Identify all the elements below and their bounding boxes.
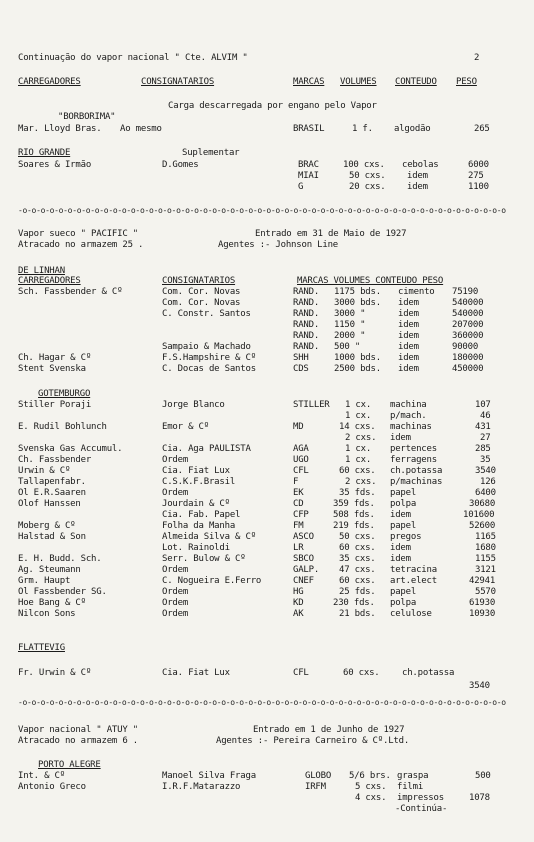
weight: 75190 — [452, 287, 479, 297]
consignee: C.S.K.F.Brasil — [162, 477, 236, 487]
volume: 60 cxs. — [339, 543, 376, 553]
cargo-row — [0, 400, 534, 411]
mark: CD — [293, 499, 304, 509]
cargo-row — [0, 782, 534, 793]
volume: 5/6 brs. — [349, 771, 391, 781]
carrier: Antonio Greco — [18, 782, 86, 792]
content: ferragens — [390, 455, 437, 465]
content: papel — [390, 587, 417, 597]
content: idem — [390, 554, 411, 564]
misdelivery-note — [0, 101, 534, 112]
carrier: Ag. Steumann — [18, 565, 81, 575]
consignee: Ordem — [162, 565, 189, 575]
mark: BRAC — [298, 160, 319, 170]
volume: 60 cxs. — [339, 576, 376, 586]
document-title: Continuação do vapor nacional " Cte. ALVIM " — [18, 53, 248, 63]
divider: -o-o-o-o-o-o-o-o-o-o-o-o-o-o-o-o-o-o-o-o-o-o-o-o-o-o-o-o-o-o-o-o-o-o-o-o-o-o-o-o-o-o-o-o-o-o-o-o-o-o-o-o-o-o — [18, 206, 506, 215]
cargo-row — [0, 342, 534, 353]
volume: 20 cxs. — [349, 182, 386, 192]
weight: 431 — [475, 422, 491, 432]
mark: FM — [293, 521, 304, 531]
col-volumes: VOLUMES — [340, 77, 377, 87]
col-marks: MARCAS — [293, 77, 325, 87]
cargo-row — [0, 171, 534, 182]
volume: 60 cxs. — [339, 466, 376, 476]
content: celulose — [390, 609, 432, 619]
cargo-row — [0, 455, 534, 466]
voyage-line — [0, 736, 534, 747]
volume: 25 fds. — [339, 587, 376, 597]
column-headers — [0, 77, 534, 88]
note-text: Carga descarregada por engano pelo Vapor — [168, 101, 377, 111]
content: idem — [398, 331, 419, 341]
carrier: Olof Hanssen — [18, 499, 81, 509]
cargo-row — [0, 499, 534, 510]
volume: 1 cx. — [345, 455, 372, 465]
weight: 1680 — [475, 543, 496, 553]
weight: 42941 — [469, 576, 496, 586]
cargo-row — [0, 598, 534, 609]
consignee: C. Nogueira E.Ferro — [162, 576, 262, 586]
content: idem — [398, 353, 419, 363]
content: ch.potassa — [390, 466, 443, 476]
weight: 10930 — [469, 609, 496, 619]
cargo-row — [0, 411, 534, 422]
consignee: D.Gomes — [162, 160, 199, 170]
cargo-row — [0, 466, 534, 477]
mark: LR — [293, 543, 304, 553]
mark: GLOBO — [305, 771, 332, 781]
weight: 3121 — [475, 565, 496, 575]
mark: G — [298, 182, 304, 192]
vessel-borborima — [0, 112, 534, 123]
consignee: Almeida Silva & Cº — [162, 532, 256, 542]
mark: CFP — [293, 510, 309, 520]
cargo-row — [0, 320, 534, 331]
voyage-line — [0, 725, 534, 736]
content: pertences — [390, 444, 437, 454]
content: graspa — [397, 771, 429, 781]
consignee: I.R.F.Matarazzo — [162, 782, 241, 792]
entry-date: Entrado em 1 de Junho de 1927 — [253, 725, 405, 735]
weight: 30680 — [469, 499, 496, 509]
carrier: Ol Fassbender SG. — [18, 587, 107, 597]
cargo-row — [0, 444, 534, 455]
volume: 4 cxs. — [355, 793, 387, 803]
mark: MIAI — [298, 171, 319, 181]
cargo-row — [0, 124, 534, 135]
carrier: Tallapenfabr. — [18, 477, 86, 487]
consignee: Com. Cor. Novas — [162, 298, 241, 308]
consignee: Ordem — [162, 488, 189, 498]
continues-label: -Continúa- — [395, 804, 448, 814]
weight: 1155 — [475, 554, 496, 564]
carrier: Urwin & Cº — [18, 466, 71, 476]
volume: 1 cx. — [345, 444, 372, 454]
content: idem — [398, 364, 419, 374]
volume: 359 fds. — [333, 499, 375, 509]
carrier: Svenska Gas Accumul. — [18, 444, 123, 454]
consignee: Ordem — [162, 598, 189, 608]
content: art.elect — [390, 576, 437, 586]
volume: 50 cxs. — [339, 532, 376, 542]
mark: MD — [293, 422, 304, 432]
volume: 1000 bds. — [334, 353, 381, 363]
mark: RAND. — [293, 342, 320, 352]
weight: 126 — [480, 477, 496, 487]
weight: 540000 — [452, 309, 484, 319]
weight: 450000 — [452, 364, 484, 374]
mark: RAND. — [293, 331, 320, 341]
cargo-row — [0, 793, 534, 804]
content: idem — [398, 309, 419, 319]
consignee: Cia. Aga PAULISTA — [162, 444, 251, 454]
carrier: Halstad & Son — [18, 532, 86, 542]
port-line — [0, 148, 534, 159]
cargo-row — [0, 422, 534, 433]
col-carriers: CARREGADORES — [18, 77, 81, 87]
section-port — [0, 760, 534, 771]
consignee: Cia. Fiat Lux — [162, 466, 230, 476]
mark: HG — [293, 587, 304, 597]
weight: 500 — [475, 771, 491, 781]
consignee: Jourdain & Cº — [162, 499, 230, 509]
content: polpa — [390, 598, 417, 608]
volume: 35 fds. — [339, 488, 376, 498]
cargo-row — [0, 587, 534, 598]
vessel-name: Vapor sueco " PACIFIC " — [18, 229, 139, 239]
cargo-row — [0, 576, 534, 587]
volume: 2 cxs. — [345, 477, 377, 487]
weight: 285 — [475, 444, 491, 454]
carrier: Nilcon Sons — [18, 609, 76, 619]
mark: EK — [293, 488, 304, 498]
weight: 35 — [480, 455, 491, 465]
content: impressos — [397, 793, 444, 803]
weight: 52600 — [469, 521, 496, 531]
carrier: Stent Svenska — [18, 364, 86, 374]
content: ch.potassa — [402, 668, 455, 678]
cargo-row — [0, 565, 534, 576]
col-contents: CONTEUDO — [395, 77, 437, 87]
vessel-name: Vapor nacional " ATUY " — [18, 725, 139, 735]
cargo-row — [0, 433, 534, 444]
cargo-row — [0, 160, 534, 171]
content: pregos — [390, 532, 422, 542]
mark: ASCO — [293, 532, 314, 542]
consignee: Manoel Silva Fraga — [162, 771, 256, 781]
cargo-row — [0, 364, 534, 375]
mark: RAND. — [293, 287, 320, 297]
carrier: Int. & Cº — [18, 771, 65, 781]
carrier: Fr. Urwin & Cº — [18, 668, 92, 678]
mark: F — [293, 477, 299, 487]
weight: 46 — [480, 411, 491, 421]
volume: 500 " — [334, 342, 361, 352]
consignee: Serr. Bulow & Cº — [162, 554, 246, 564]
volume: 508 fds. — [333, 510, 375, 520]
warehouse: Atracado no armazem 25 . — [18, 240, 144, 250]
consignee: Folha da Manha — [162, 521, 236, 531]
consignee: Sampaio & Machado — [162, 342, 251, 352]
cargo-row — [0, 510, 534, 521]
content: idem — [390, 433, 411, 443]
col-carriers: CARREGADORES — [18, 276, 81, 286]
weight: 180000 — [452, 353, 484, 363]
weight: 360000 — [452, 331, 484, 341]
consignee: Cia. Fiat Lux — [162, 668, 230, 678]
cargo-row — [0, 353, 534, 364]
weight: 275 — [468, 171, 484, 181]
cargo-row — [0, 298, 534, 309]
volume: 230 fds. — [333, 598, 375, 608]
volume: 1 cx. — [345, 411, 372, 421]
cargo-row — [0, 477, 534, 488]
weight: 5570 — [475, 587, 496, 597]
volume: 5 cxs. — [355, 782, 387, 792]
content: idem — [398, 342, 419, 352]
volume: 2 cxs. — [345, 433, 377, 443]
mark: KD — [293, 598, 304, 608]
content: p/mach. — [390, 411, 427, 421]
voyage-line — [0, 240, 534, 251]
content: idem — [398, 320, 419, 330]
volume: 3000 " — [334, 309, 366, 319]
agents: Agentes :- Pereira Carneiro & Cº.Ltd. — [216, 736, 410, 746]
cargo-row — [0, 331, 534, 342]
weight: 3540 — [475, 466, 496, 476]
column-headers — [0, 276, 534, 287]
weight: 6000 — [468, 160, 489, 170]
port-name: FLATTEVIG — [18, 643, 65, 653]
mark: CFL — [293, 668, 309, 678]
carrier: Soares & Irmão — [18, 160, 92, 170]
carrier: Grm. Haupt — [18, 576, 71, 586]
weight: 1100 — [468, 182, 489, 192]
content: cimento — [398, 287, 435, 297]
mark: BRASIL — [293, 124, 325, 134]
carrier: Ch. Hagar & Cº — [18, 353, 92, 363]
weight: 90000 — [452, 342, 479, 352]
consignee: Ordem — [162, 455, 189, 465]
entry-date: Entrado em 31 de Maio de 1927 — [255, 229, 407, 239]
consignee: Com. Cor. Novas — [162, 287, 241, 297]
cargo-row — [0, 532, 534, 543]
consignee: Ordem — [162, 609, 189, 619]
consignee: Ao mesmo — [120, 124, 162, 134]
consignee: F.S.Hampshire & Cº — [162, 353, 256, 363]
volume: 21 bds. — [339, 609, 376, 619]
content: papel — [390, 488, 417, 498]
mark: RAND. — [293, 309, 320, 319]
consignee: Ordem — [162, 587, 189, 597]
volume: 3000 bds. — [334, 298, 381, 308]
carrier: E. H. Budd. Sch. — [18, 554, 102, 564]
mark: STILLER — [293, 400, 330, 410]
volume: 60 cxs. — [343, 668, 380, 678]
content: papel — [390, 521, 417, 531]
page-number: 2 — [474, 53, 480, 63]
weight: 6400 — [475, 488, 496, 498]
cargo-row — [0, 287, 534, 298]
cargo-row — [0, 521, 534, 532]
volume: 47 cxs. — [339, 565, 376, 575]
mark: UGO — [293, 455, 309, 465]
mark: AGA — [293, 444, 309, 454]
cargo-row — [0, 554, 534, 565]
mark: AK — [293, 609, 304, 619]
col-consignees: CONSIGNATARIOS — [162, 276, 236, 286]
voyage-line — [0, 229, 534, 240]
volume: 1 cx. — [345, 400, 372, 410]
content: cebolas — [402, 160, 439, 170]
consignee: C. Docas de Santos — [162, 364, 256, 374]
volume: 100 cxs. — [343, 160, 385, 170]
weight: 540000 — [452, 298, 484, 308]
carrier: Sch. Fassbender & Cº — [18, 287, 123, 297]
mark: RAND. — [293, 320, 320, 330]
mark: GALP. — [293, 565, 320, 575]
port-name: PORTO ALEGRE — [38, 760, 101, 770]
weight: 107 — [475, 400, 491, 410]
consignee: C. Constr. Santos — [162, 309, 251, 319]
weight: 207000 — [452, 320, 484, 330]
port-name: RIO GRANDE — [18, 148, 71, 158]
port-name: DE LINHAN — [18, 266, 65, 276]
cargo-row — [0, 182, 534, 193]
volume: 1150 " — [334, 320, 366, 330]
consignee: Emor & Cº — [162, 422, 209, 432]
cargo-row — [0, 668, 534, 679]
mark: CDS — [293, 364, 309, 374]
content: filmi — [397, 782, 424, 792]
volume: 2500 bds. — [334, 364, 381, 374]
col-consignees: CONSIGNATARIOS — [141, 77, 215, 87]
mark: RAND. — [293, 298, 320, 308]
port-name: GOTEMBURGO — [38, 389, 91, 399]
volume: 2000 " — [334, 331, 366, 341]
volume: 35 cxs. — [339, 554, 376, 564]
section-port — [0, 389, 534, 400]
consignee: Jorge Blanco — [162, 400, 225, 410]
volume: 50 cxs. — [349, 171, 386, 181]
continues-line — [0, 804, 534, 815]
supplement-label: Suplementar — [182, 148, 240, 158]
content: idem — [407, 171, 428, 181]
agents: Agentes :- Johnson Line — [218, 240, 339, 250]
mark: CFL — [293, 466, 309, 476]
col-rest: MARCAS VOLUMES CONTEUDO PESO — [297, 276, 444, 286]
weight: 1078 — [469, 793, 490, 803]
content: idem — [407, 182, 428, 192]
content: polpa — [390, 499, 417, 509]
header-line — [0, 53, 534, 64]
content: tetracina — [390, 565, 437, 575]
cargo-row — [0, 681, 534, 692]
cargo-row — [0, 771, 534, 782]
mark: SHH — [293, 353, 309, 363]
weight: 3540 — [469, 681, 490, 691]
content: machinas — [390, 422, 432, 432]
content: machina — [390, 400, 427, 410]
weight: 101600 — [463, 510, 495, 520]
carrier: Hoe Bang & Cº — [18, 598, 86, 608]
weight: 27 — [480, 433, 491, 443]
content: algodão — [394, 124, 431, 134]
weight: 1165 — [475, 532, 496, 542]
carrier: E. Rudil Bohlunch — [18, 422, 107, 432]
mark: SBCO — [293, 554, 314, 564]
carrier: Ol E.R.Saaren — [18, 488, 86, 498]
weight: 61930 — [469, 598, 496, 608]
cargo-row — [0, 488, 534, 499]
weight: 265 — [474, 124, 490, 134]
col-weight: PESO — [456, 77, 477, 87]
cargo-row — [0, 543, 534, 554]
consignee: Cia. Fab. Papel — [162, 510, 241, 520]
section-port — [0, 643, 534, 654]
cargo-row — [0, 609, 534, 620]
carrier: Moberg & Cº — [18, 521, 76, 531]
carrier: Mar. Lloyd Bras. — [18, 124, 102, 134]
volume: 14 cxs. — [339, 422, 376, 432]
consignee: Lot. Rainoldi — [162, 543, 230, 553]
carrier: Ch. Fassbender — [18, 455, 92, 465]
content: idem — [390, 543, 411, 553]
volume: 1175 bds. — [334, 287, 381, 297]
mark: CNEF — [293, 576, 314, 586]
warehouse: Atracado no armazem 6 . — [18, 736, 139, 746]
content: idem — [398, 298, 419, 308]
cargo-row — [0, 309, 534, 320]
content: idem — [390, 510, 411, 520]
divider: -o-o-o-o-o-o-o-o-o-o-o-o-o-o-o-o-o-o-o-o-o-o-o-o-o-o-o-o-o-o-o-o-o-o-o-o-o-o-o-o-o-o-o-o-o-o-o-o-o-o-o-o-o-o — [18, 698, 506, 707]
mark: IRFM — [305, 782, 326, 792]
carrier: Stiller Poraji — [18, 400, 92, 410]
volume: 1 f. — [352, 124, 373, 134]
vessel-name: "BORBORIMA" — [58, 112, 116, 122]
volume: 219 fds. — [333, 521, 375, 531]
content: p/machinas — [390, 477, 443, 487]
